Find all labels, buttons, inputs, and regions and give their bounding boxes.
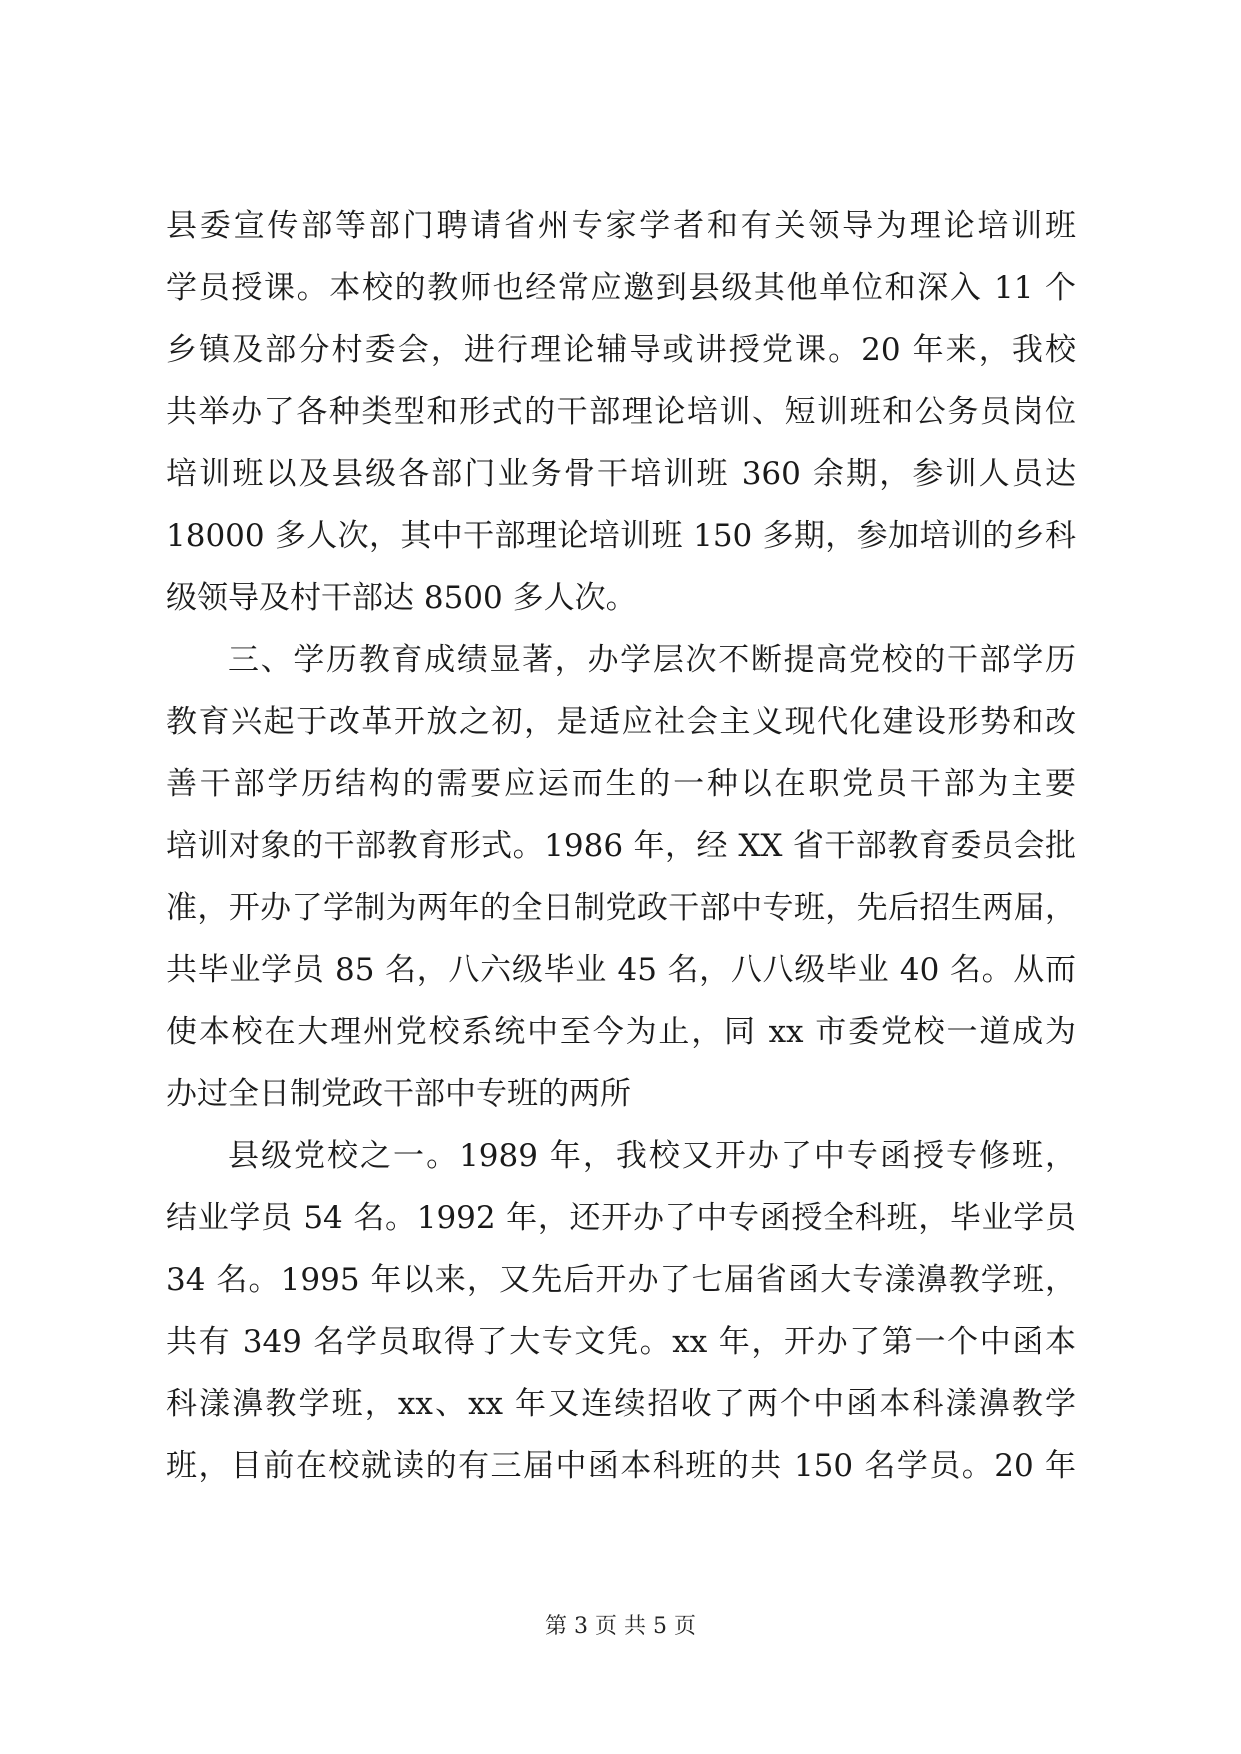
section-heading-line: 三、学历教育成绩显著，办学层次不断提高党校的干部学历 — [228, 642, 1076, 678]
text-line: 县委宣传部等部门聘请省州专家学者和有关领导为理论培训班 — [166, 208, 1076, 244]
text-line: 使本校在大理州党校系统中至今为止，同 xx 市委党校一道成为 — [166, 1014, 1076, 1050]
text-line: 共有 349 名学员取得了大专文凭。xx 年，开办了第一个中函本 — [166, 1324, 1076, 1360]
text-line: 培训对象的干部教育形式。1986 年，经 XX 省干部教育委员会批 — [166, 828, 1076, 864]
text-line: 培训班以及县级各部门业务骨干培训班 360 余期，参训人员达 — [166, 456, 1076, 492]
text-line: 34 名。1995 年以来，又先后开办了七届省函大专漾濞教学班， — [166, 1262, 1076, 1298]
text-line: 办过全日制党政干部中专班的两所 — [166, 1076, 631, 1112]
text-line: 善干部学历结构的需要应运而生的一种以在职党员干部为主要 — [166, 766, 1076, 802]
text-line: 教育兴起于改革开放之初，是适应社会主义现代化建设形势和改 — [166, 704, 1076, 740]
text-line: 准，开办了学制为两年的全日制党政干部中专班，先后招生两届， — [166, 890, 1076, 926]
text-line: 学员授课。本校的教师也经常应邀到县级其他单位和深入 11 个 — [166, 270, 1076, 306]
page-footer: 第 3 页 共 5 页 — [545, 1614, 696, 1639]
text-line: 科漾濞教学班，xx、xx 年又连续招收了两个中函本科漾濞教学 — [166, 1386, 1076, 1422]
text-line: 共举办了各种类型和形式的干部理论培训、短训班和公务员岗位 — [166, 394, 1076, 430]
text-line: 结业学员 54 名。1992 年，还开办了中专函授全科班，毕业学员 — [166, 1200, 1076, 1236]
text-line: 共毕业学员 85 名，八六级毕业 45 名，八八级毕业 40 名。从而 — [166, 952, 1076, 988]
text-line: 级领导及村干部达 8500 多人次。 — [166, 580, 637, 616]
text-line: 县级党校之一。1989 年，我校又开办了中专函授专修班， — [228, 1138, 1076, 1174]
text-line: 乡镇及部分村委会，进行理论辅导或讲授党课。20 年来，我校 — [166, 332, 1076, 368]
text-line: 班，目前在校就读的有三届中函本科班的共 150 名学员。20 年 — [166, 1448, 1076, 1484]
text-line: 18000 多人次，其中干部理论培训班 150 多期，参加培训的乡科 — [166, 518, 1076, 554]
